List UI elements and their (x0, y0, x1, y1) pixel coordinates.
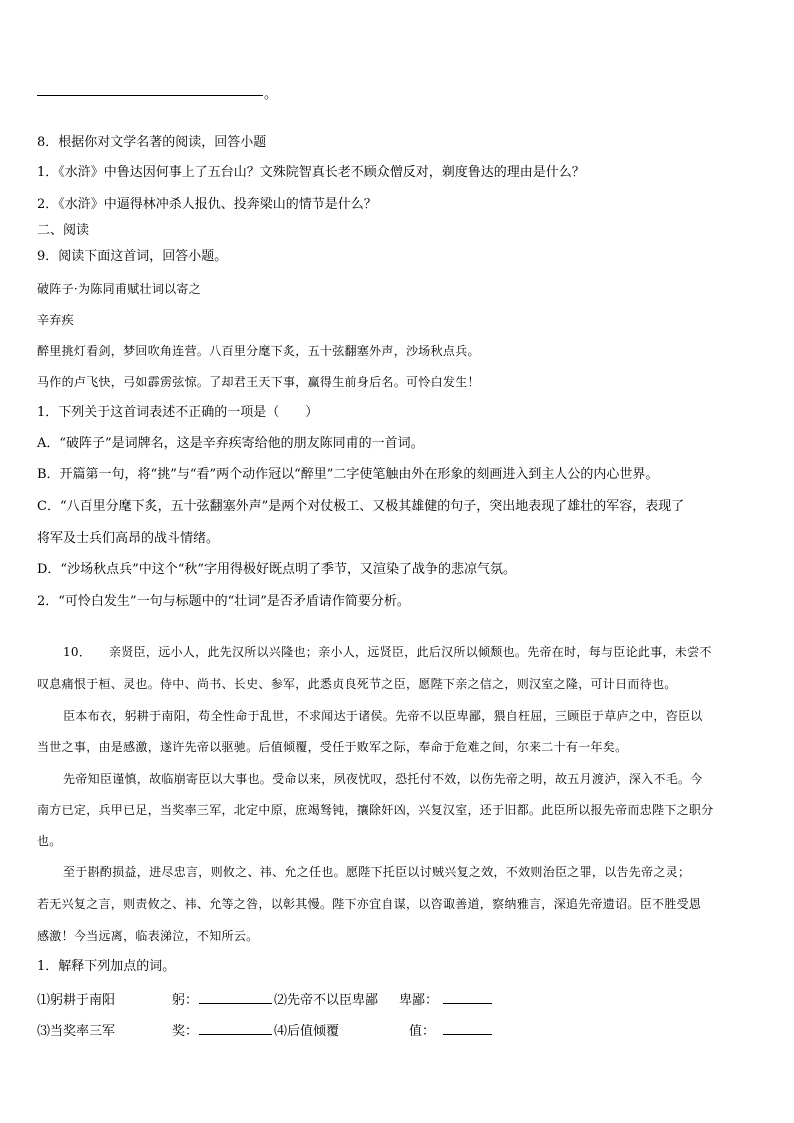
passage-p3-line-1: 先帝知臣谨慎，故临崩寄臣以大事也。受命以来，夙夜忧叹，恐托付不效，以伤先帝之明，故五月渡泸，深入不毛。今 (63, 772, 703, 786)
poem-line-1: 醉里挑灯看剑，梦回吹角连营。八百里分麾下炙，五十弦翻塞外声，沙场秋点兵。 (37, 344, 480, 358)
question-10-number: 10． (63, 645, 92, 659)
passage-p4-line-2: 若无兴复之言，则责攸之、祎、允等之咎，以彰其慢。陛下亦宜自谋，以咨诹善道，察纳雅言，深追先帝遗诏。臣不胜受恩 (37, 897, 702, 911)
question-9-title: 9．阅读下面这首词，回答小题。 (37, 249, 228, 264)
question-8-sub-1: 1．《水浒》中鲁达因何事上了五台山？文殊院智真长老不顾众僧反对，剃度鲁达的理由是什么？ (37, 165, 585, 180)
vocab-row-2 (37, 1020, 492, 1041)
option-d: D．“沙场秋点兵”中这个“秋”字用得极好既点明了季节，又渲染了战争的悲凉气氛。 (37, 562, 517, 577)
vocab-key-1: 躬： (172, 993, 199, 1008)
vocab-item-2: ⑵先帝不以臣卑鄙 (274, 993, 379, 1008)
passage-p2-line-1: 臣本布衣，躬耕于南阳，苟全性命于乱世，不求闻达于诸侯。先帝不以臣卑鄙，猥自枉屈，三顾臣于草庐之中，咨臣以 (63, 709, 703, 723)
passage-p3-line-2: 南方已定，兵甲已足，当奖率三军，北定中原，庶竭驽钝，攘除奸凶，兴复汉室，还于旧都。此臣所以报先帝而忠陛下之职分 (37, 803, 714, 817)
question-9-sub-2: 2．“可怜白发生”一句与标题中的“壮词”是否矛盾请作简要分析。 (37, 594, 410, 609)
vocab-key-2: 卑鄙： (399, 993, 439, 1008)
passage-p1-line-1 (63, 643, 712, 661)
period: 。 (264, 87, 278, 102)
answer-blank-4[interactable] (443, 1020, 492, 1035)
answer-blank-2[interactable] (443, 989, 492, 1004)
poem-author: 辛弃疾 (37, 313, 74, 327)
question-10-sub-1: 1．解释下列加点的词。 (37, 959, 176, 974)
question-8-title: 8．根据你对文学名著的阅读，回答小题 (37, 135, 267, 150)
vocab-key-4: 值： (409, 1024, 436, 1039)
passage-p2-line-2: 当世之事，由是感激，遂许先帝以驱驰。后值倾覆，受任于败军之际，奉命于危难之间，尔来二十有一年矣。 (37, 740, 628, 754)
answer-blank-3[interactable] (199, 1020, 272, 1035)
passage-p3-line-3: 也。 (37, 834, 62, 848)
vocab-item-1: ⑴躬耕于南阳 (37, 993, 116, 1008)
poem-line-2: 马作的卢飞快，弓如霹雳弦惊。了却君王天下事，赢得生前身后名。可怜白发生！ (37, 375, 480, 389)
answer-blank-line (37, 86, 277, 104)
vocab-item-4: ⑷后值倾覆 (274, 1024, 340, 1039)
vocab-row-1 (37, 989, 492, 1010)
section-heading-reading: 二、阅读 (37, 223, 90, 238)
passage-text: 亲贤臣，远小人，此先汉所以兴隆也；亲小人，远贤臣，此后汉所以倾颓也。先帝在时，每与臣论此事，未尝不 (109, 645, 712, 659)
vocab-key-3: 奖： (172, 1024, 199, 1039)
passage-p4-line-1: 至于斟酌损益，进尽忠言，则攸之、祎、允之任也。愿陛下托臣以讨贼兴复之效，不效则治臣之罪，以告先帝之灵； (63, 865, 691, 879)
option-a: A．“破阵子”是词牌名，这是辛弃疾寄给他的朋友陈同甫的一首词。 (37, 436, 424, 451)
passage-p4-line-3: 感激！今当远离，临表涕泣，不知所云。 (37, 929, 259, 943)
passage-p1-line-2: 叹息痛恨于桓、灵也。侍中、尚书、长史、参军，此悉贞良死节之臣，愿陛下亲之信之，则汉室之隆，可计日而待也。 (37, 677, 677, 691)
question-8-sub-2: 2．《水浒》中逼得林冲杀人报仇、投奔梁山的情节是什么？ (37, 197, 377, 212)
option-b: B．开篇第一句，将“挑”与“看”两个动作冠以“醉里”二字使笔触由外在形象的刻画进入到主人公的内心世界。 (37, 467, 659, 482)
option-c-line-1: C．“八百里分麾下炙，五十弦翻塞外声”是两个对仗极工、又极其雄健的句子，突出地表现了雄壮的军容，表现了 (37, 499, 685, 514)
poem-title: 破阵子·为陈同甫赋壮词以寄之 (37, 282, 202, 296)
answer-blank-1[interactable] (199, 989, 272, 1004)
option-c-line-2: 将军及士兵们高昂的战斗情绪。 (37, 531, 220, 546)
question-9-sub-1: 1．下列关于这首词表述不正确的一项是（ ） (37, 405, 319, 420)
fill-blank (37, 94, 263, 96)
vocab-item-3: ⑶当奖率三军 (37, 1024, 116, 1039)
